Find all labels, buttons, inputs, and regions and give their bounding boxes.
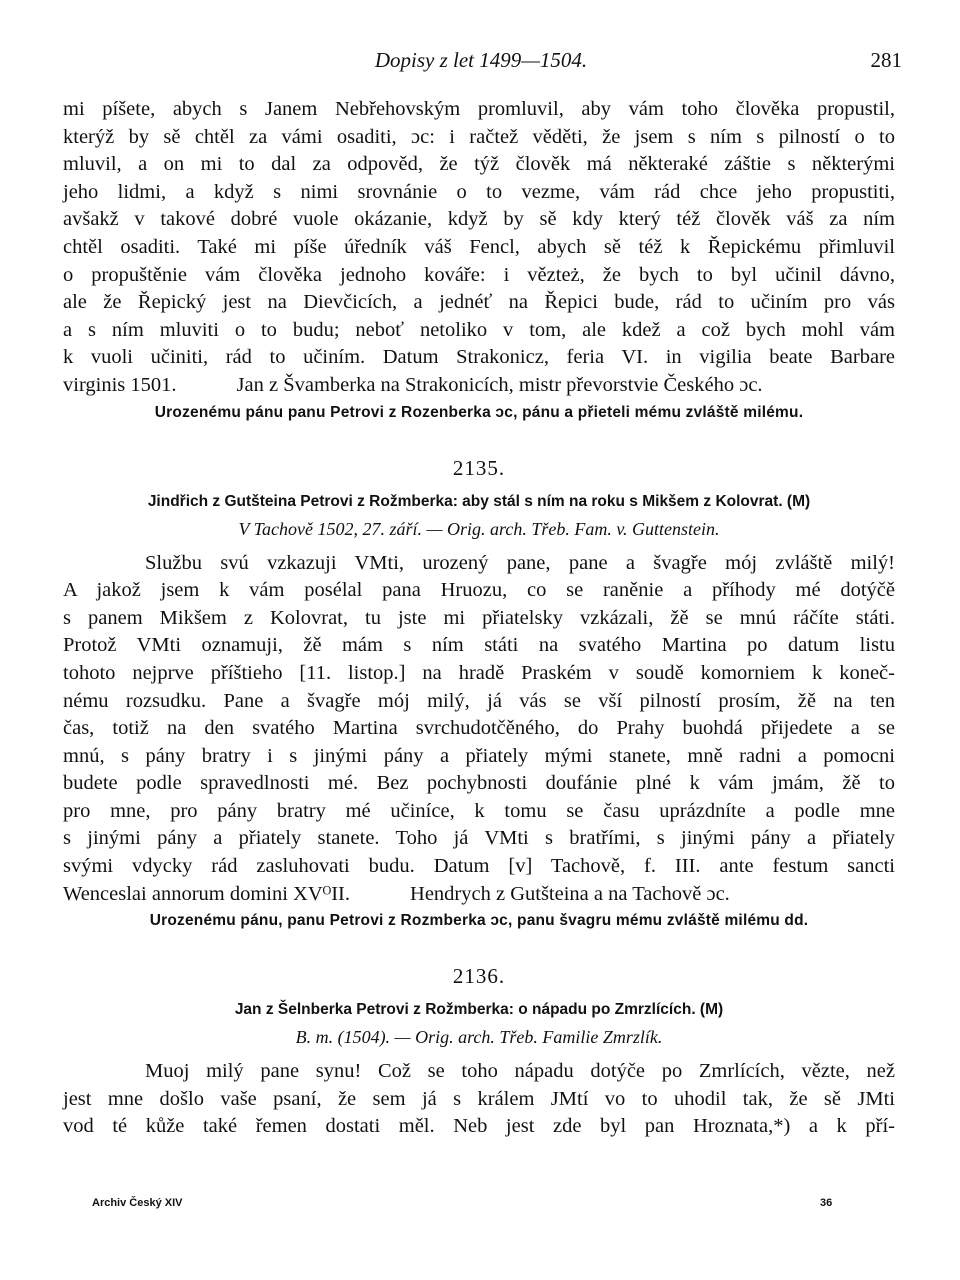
text-line: jeho lidmi, a když s nimi srovnánie o to vezme, vám rád chce jeho propustiti, <box>63 180 895 203</box>
text-line: avšakž v takové dobré vuole okázanie, když by sě kdy který též člověk váš za ním <box>63 208 895 231</box>
running-title: Dopisy z let 1499—1504. <box>374 48 588 72</box>
text-line: A jakož jsem k vám posélal pana Hruozu, co se raněnie a příhody mé dotýčě <box>63 579 895 602</box>
page-content <box>63 96 895 1141</box>
letter-body <box>63 550 895 909</box>
document-regest: Jan z Šelnberka Petrovi z Rožmberka: o nápadu po Zmrzlících. (M) <box>234 1001 724 1019</box>
letter-address: Urozenému pánu, panu Petrovi z Rozmberka ɔc, panu švagru mému zvláště milému dd. <box>149 912 809 930</box>
text-line: s panem Mikšem z Kolovrat, tu jste mi přiatelsky vzkázali, žě se mnú ráčíte státi. <box>63 606 895 629</box>
letter-body-continued <box>63 96 895 400</box>
text-line: nému rozsudku. Pane a švagře mój milý, já vás se vší pilností prosím, žě na ten <box>63 689 895 712</box>
date-line: Wenceslai annorum domini XVᴼII. <box>63 882 351 905</box>
signature: Jan z Švamberka na Strakonicích, mistr převorstvie Českého ɔc. <box>236 373 763 396</box>
text-line: a s ním mluviti o to budu; neboť netoliko v tom, ale kdež a což bych mohl vám <box>63 318 895 341</box>
signature: Hendrych z Gutšteina a na Tachově ɔc. <box>410 882 730 905</box>
sheet-number: 36 <box>820 1197 833 1209</box>
text-line: mi píšete, abych s Janem Nebřehovským promluvil, aby vám toho člověka propustil, <box>63 98 895 120</box>
text-line: Protož VMti oznamuji, žě mám s ním státi na svatého Martina po datum listu <box>63 634 895 657</box>
text-line: Muoj milý pane synu! Což se toho nápadu dotýče po Zmrlících, vězte, než <box>145 1060 895 1083</box>
text-line: čas, totiž na den svatého Martina svrchudotčěného, do Prahy buohdá přijedete a se <box>63 717 895 740</box>
letter-address: Urozenému pánu panu Petrovi z Rozenberka ɔc, pánu a přieteli mému zvláště milému. <box>154 403 804 421</box>
text-line: Službu svú vzkazuji VMti, urozený pane, pane a švagře mój zvláště milý! <box>145 551 895 574</box>
text-line: ale že Řepický jest na Dievčicích, a jednéť na Řepici bude, rád to učiním pro vás <box>63 291 895 314</box>
document-regest: Jindřich z Gutšteina Petrovi z Rožmberka: aby stál s ním na roku s Mikšem z Kolovrat. (M) <box>147 492 811 510</box>
text-line: vod té kůže také řemen dostati měl. Neb jest zde byl pan Hroznata,*) a k pří- <box>63 1115 895 1138</box>
document-number: 2135. <box>452 455 506 480</box>
text-line: pro mne, pro pány bratry mé učiníce, k tomu se času uprázdníte a podle mne <box>63 799 895 822</box>
document-source: V Tachově 1502, 27. září. — Orig. arch. Třeb. Fam. v. Guttenstein. <box>238 518 720 539</box>
letter-body <box>63 1058 895 1141</box>
signature-mark: Archiv Český XIV <box>92 1197 183 1209</box>
text-line: s jinými pány a přiately stanete. Toho já VMti s bratřími, s jinými pány a přiately <box>63 827 895 850</box>
page-number: 281 <box>870 48 902 72</box>
text-line: kterýž by sě chtěl za vámi osaditi, ɔc: i račtež věděti, že jsem s ním s pilností o to <box>63 125 895 148</box>
text-line: mnú, s pány bratry i s jinými pány a přiately mými stanete, mně radni a pomocni <box>63 744 895 767</box>
text-line: o propuštěnie vám člověka jednoho kováře: i vězteż, že bych to byl učinil dávno, <box>63 263 895 286</box>
document-number: 2136. <box>452 964 506 989</box>
text-line: k vuoli učiniti, rád to učiním. Datum Strakonicz, feria VI. in vigilia beate Barbare <box>63 346 895 369</box>
text-line: chtěl osaditi. Také mi píše úředník váš Fencl, abych sě též k Řepickému přimluvil <box>63 235 895 258</box>
text-line: jest mne došlo vaše psaní, že sem já s králem JMtí vo to uhodil tak, že sě JMti <box>63 1087 895 1110</box>
closing-line <box>63 881 895 909</box>
page-header <box>60 48 902 78</box>
text-line: mluvil, a on mi to dal za odpověd, že týž člověk má některaké záštie s některými <box>63 153 895 176</box>
date-line: virginis 1501. <box>63 373 177 396</box>
text-line: tohoto nejprve příštieho [11. listop.] na hradě Praském v soudě komorniem k koneč- <box>63 661 895 684</box>
closing-line <box>63 372 895 400</box>
document-source: B. m. (1504). — Orig. arch. Třeb. Familie Zmrzlík. <box>295 1027 663 1048</box>
text-line: budete podle spravedlnosti mé. Bez pochybnosti doufánie plné k vám jmám, žě to <box>63 772 895 795</box>
text-line: svými vdycky rád zasluhovati budu. Datum [v] Tachově, f. III. ante festum sancti <box>63 855 895 878</box>
